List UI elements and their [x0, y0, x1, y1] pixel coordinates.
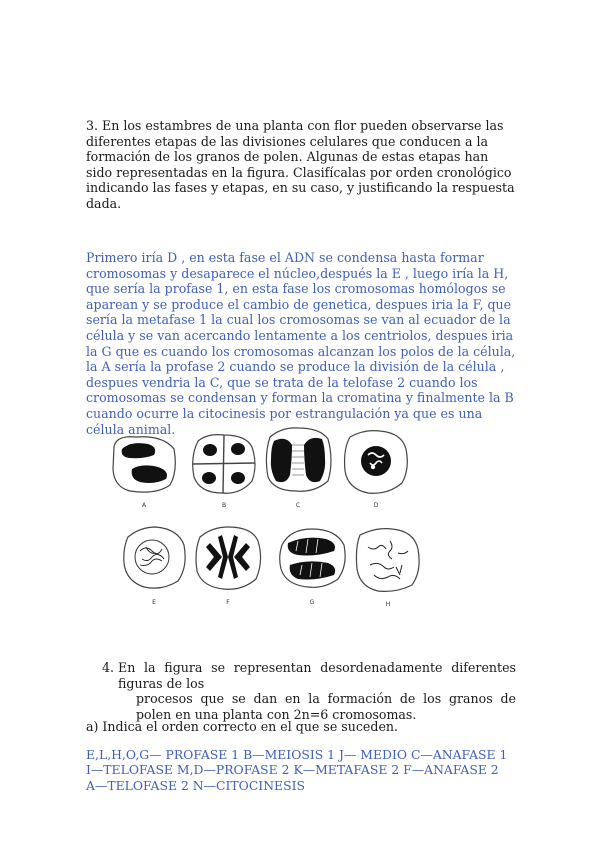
- answer-4a-line-2: I—TELOFASE M,D—PROFASE 2 K—METAFASE 2 F—ANAFASE 2: [86, 762, 499, 778]
- question-4-line-2: procesos que se dan en la formación de los granos de polen en una planta con 2n=6 cromosomas.: [136, 691, 516, 722]
- cell-label-c: C: [295, 502, 301, 509]
- question-3-text: 3. En los estambres de una planta con flor pueden observarse las diferentes etapas de las divisiones celulares que conducen a la formación de los granos de polen. Algunas de estas etapas han sido representadas en la figura. Clasifícalas por orden cronológico indicando las fases y etapas, en su caso, y justificando la respuesta dada.: [86, 118, 515, 211]
- cell-label-a: A: [141, 502, 147, 509]
- answer-4a-line-3: A—TELOFASE 2 N—CITOCINESIS: [86, 777, 305, 793]
- cell-c-illustration: [262, 425, 334, 509]
- question-4-line-1: En la figura se representan desordenadamente diferentes figuras de los: [118, 660, 516, 691]
- cell-division-figure: [100, 425, 420, 620]
- question-4a-prompt: a) Indica el orden correcto en el que se suceden.: [86, 719, 399, 734]
- cell-g-illustration: [276, 523, 348, 606]
- cell-label-g: G: [309, 599, 315, 606]
- cell-d-illustration: [340, 427, 412, 509]
- answer-4a-line-1: E,L,H,O,G— PROFASE 1 B—MEIOSIS 1 J— MEDIO C—ANAFASE 1: [86, 747, 508, 762]
- question-4: [102, 660, 516, 722]
- cell-label-f: F: [226, 599, 230, 606]
- cell-label-h: H: [385, 601, 391, 608]
- cell-a-illustration: [108, 429, 180, 509]
- question-4-number: 4.: [102, 660, 115, 675]
- cell-label-e: E: [152, 599, 156, 606]
- cell-e-illustration: [118, 523, 190, 606]
- cell-b-illustration: [188, 429, 260, 509]
- question-4a-answer: [86, 747, 526, 793]
- cell-h-illustration: [352, 525, 424, 608]
- cell-label-b: B: [221, 502, 227, 509]
- question-3-answer: Primero iría D , en esta fase el ADN se condensa hasta formar cromosomas y desaparece el núcleo,después la E , luego iría la H, que sería la profase 1, en esta fase los cromosomas homólogos se aparean y se produce el cambio de genetica, despues iria la F, que sería la metafase 1 la cual los cromosomas se van al ecuador de la célula y se van acercando lentamente a los centriolos, despues iria la G que es cuando los cromosomas alcanzan los polos de la célula, la A sería la profase 2 cuando se produce la división de la célula , despues vendria la C, que se trata de la telofase 2 cuando los cromosomas se condensan y forman la cromatina y finalmente la B cuando ocurre la citocinesis por estrangulación ya que es una célula animal.: [86, 250, 516, 437]
- cell-label-d: D: [373, 502, 379, 509]
- cell-f-illustration: [192, 523, 264, 606]
